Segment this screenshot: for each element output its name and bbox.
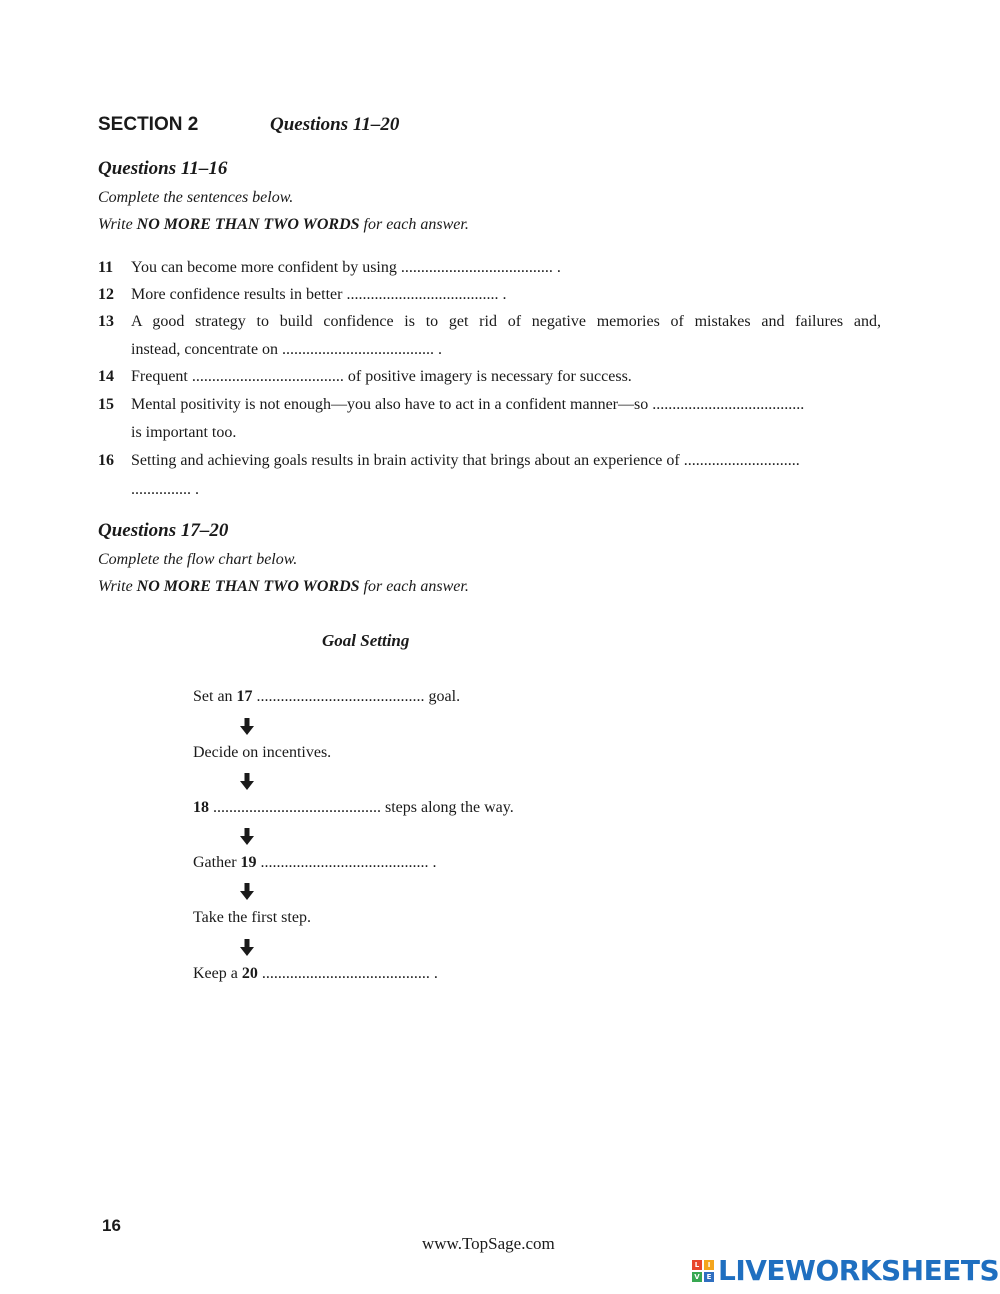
logo-letter-e: E [704, 1272, 714, 1282]
flowchart-step-18: 18 .......................................... steps along the way. [193, 799, 514, 816]
question-14-number: 14 [98, 368, 114, 385]
down-arrow-icon [240, 883, 254, 900]
flowchart-step-19: Gather 19 .......................................... . [193, 854, 437, 871]
flowchart-step-20: Keep a 20 .......................................... . [193, 965, 438, 982]
flowchart-step-incentives: Decide on incentives. [193, 744, 332, 761]
logo-grid-icon [692, 1260, 714, 1282]
down-arrow-icon [240, 773, 254, 790]
logo-text: LIVEWORKSHEETS [718, 1254, 1000, 1287]
website-url: www.TopSage.com [422, 1234, 555, 1253]
question-11-text: You can become more confident by using ...................................... . [131, 259, 561, 276]
page-number: 16 [102, 1216, 121, 1235]
questions-11-16-word-limit: Write NO MORE THAN TWO WORDS for each answer. [98, 216, 469, 233]
question-15-text: Mental positivity is not enough—you also have to act in a confident manner—so ...................................... [131, 396, 805, 413]
question-16-text-continued: ............... . [131, 481, 199, 498]
flowchart-title: Goal Setting [322, 631, 410, 650]
question-14-text: Frequent ...................................... of positive imagery is necessary for success. [131, 368, 632, 385]
question-16-number: 16 [98, 452, 114, 469]
logo-letter-i: I [704, 1260, 714, 1270]
logo-letter-v: V [692, 1272, 702, 1282]
question-13-text: A good strategy to build confidence is to get rid of negative memories of mistakes and failures and, [131, 313, 881, 330]
question-16-text: Setting and achieving goals results in brain activity that brings about an experience of ............................. [131, 452, 800, 469]
question-12-number: 12 [98, 286, 114, 303]
logo-letter-l: L [692, 1260, 702, 1270]
questions-17-20-word-limit: Write NO MORE THAN TWO WORDS for each answer. [98, 578, 469, 595]
liveworksheets-logo [692, 1254, 999, 1287]
questions-11-16-heading: Questions 11–16 [98, 158, 228, 179]
questions-11-16-instruction: Complete the sentences below. [98, 189, 294, 206]
questions-17-20-heading: Questions 17–20 [98, 520, 229, 541]
questions-17-20-instruction: Complete the flow chart below. [98, 551, 298, 568]
section-questions-range: Questions 11–20 [270, 114, 400, 135]
flowchart-step-17: Set an 17 .......................................... goal. [193, 688, 461, 705]
question-15-text-continued: is important too. [131, 424, 237, 441]
down-arrow-icon [240, 939, 254, 956]
flowchart-step-first-step: Take the first step. [193, 909, 311, 926]
down-arrow-icon [240, 828, 254, 845]
question-13-text-continued: instead, concentrate on ...................................... . [131, 341, 443, 358]
question-13-number: 13 [98, 313, 114, 330]
down-arrow-icon [240, 718, 254, 735]
question-12-text: More confidence results in better ...................................... . [131, 286, 507, 303]
question-11-number: 11 [98, 259, 114, 276]
section-label: SECTION 2 [98, 114, 199, 135]
question-15-number: 15 [98, 396, 114, 413]
